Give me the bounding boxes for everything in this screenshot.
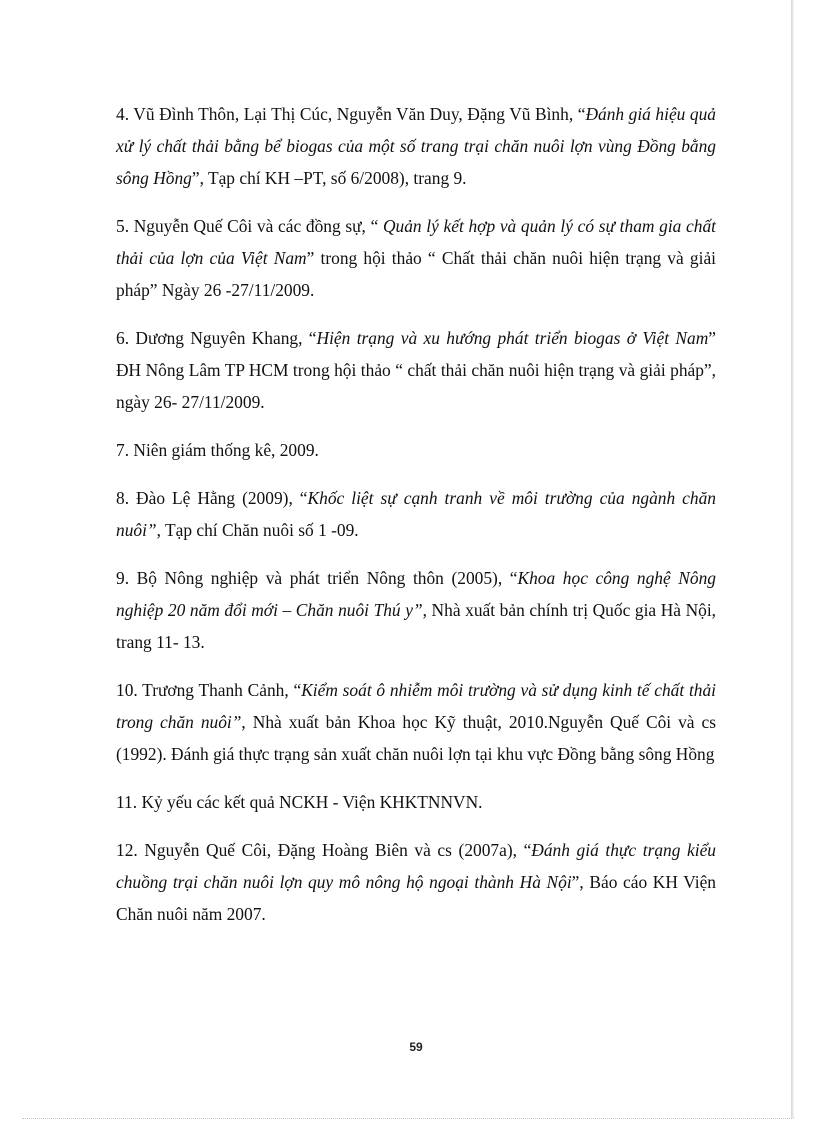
reference-source: , Nhà xuất bản chính trị Quốc gia Hà Nội, trang 11- 13. — [116, 600, 717, 652]
reference-item-8 — [116, 482, 716, 546]
reference-title: Đánh giá hiệu quả xử lý chất thải bằng bể biogas của một số trang trại chăn nuôi lợn vùng Đồng bằng sông Hồng — [116, 104, 717, 188]
reference-source: ”, Tạp chí KH –PT, số 6/2008), trang 9. — [191, 168, 467, 188]
reference-text: 6. Dương Nguyên Khang, “ — [116, 328, 317, 348]
reference-list — [116, 98, 716, 946]
reference-text: 8. Đào Lệ Hằng (2009), “ — [116, 488, 308, 508]
reference-title: Khoa học công nghệ Nông nghiệp 20 năm đổi mới – Chăn nuôi Thú y” — [116, 568, 716, 620]
reference-source: ” trong hội thảo “ Chất thải chăn nuôi hiện trạng và giải pháp” Ngày 26 -27/11/2009. — [116, 248, 716, 300]
reference-text: 7. Niên giám thống kê, 2009. — [116, 440, 319, 460]
reference-source: ”, Báo cáo KH Viện Chăn nuôi năm 2007. — [116, 872, 717, 924]
reference-item-9 — [116, 562, 716, 658]
reference-item-7 — [116, 434, 716, 466]
reference-item-6 — [116, 322, 716, 418]
reference-item-11 — [116, 786, 716, 818]
reference-title: Đánh giá thực trạng kiểu chuồng trại chăn nuôi lợn quy mô nông hộ ngoại thành Hà Nội — [116, 840, 716, 892]
reference-text: 4. Vũ Đình Thôn, Lại Thị Cúc, Nguyễn Văn Duy, Đặng Vũ Bình, “ — [116, 104, 586, 124]
page-bottom-border — [22, 1118, 794, 1119]
reference-item-5 — [116, 210, 716, 306]
reference-item-12 — [116, 834, 716, 930]
reference-title: Khốc liệt sự cạnh tranh về môi trường của ngành chăn nuôi” — [116, 488, 716, 540]
reference-title: Quản lý kết hợp và quản lý có sự tham gia chất thải của lợn của Việt Nam — [116, 216, 716, 268]
reference-text: 5. Nguyễn Quế Côi và các đồng sự, “ — [116, 216, 383, 236]
reference-text: 9. Bộ Nông nghiệp và phát triển Nông thôn (2005), “ — [116, 568, 518, 588]
reference-text: 11. Kỷ yếu các kết quả NCKH - Viện KHKTNNVN. — [116, 792, 483, 812]
reference-item-10 — [116, 674, 716, 770]
reference-source: , Nhà xuất bản Khoa học Kỹ thuật, 2010.Nguyễn Quế Côi và cs (1992). Đánh giá thực trạng sản xuất chăn nuôi lợn tại khu vực Đồng bằng sông Hồng — [116, 712, 716, 764]
page-edge-shadow — [791, 0, 794, 1118]
reference-source: ” ĐH Nông Lâm TP HCM trong hội thảo “ chất thải chăn nuôi hiện trạng và giải pháp”, ngày 26- 27/11/2009. — [116, 328, 716, 412]
reference-text: 10. Trương Thanh Cảnh, “ — [116, 680, 302, 700]
reference-text: 12. Nguyễn Quế Côi, Đặng Hoàng Biên và cs (2007a), “ — [116, 840, 532, 860]
reference-item-4 — [116, 98, 716, 194]
page-number: 59 — [409, 1040, 423, 1054]
reference-title: Hiện trạng và xu hướng phát triển biogas ở Việt Nam — [316, 328, 709, 348]
reference-source: , Tạp chí Chăn nuôi số 1 -09. — [156, 520, 359, 540]
reference-title: Kiểm soát ô nhiễm môi trường và sử dụng kinh tế chất thải trong chăn nuôi” — [116, 680, 716, 732]
